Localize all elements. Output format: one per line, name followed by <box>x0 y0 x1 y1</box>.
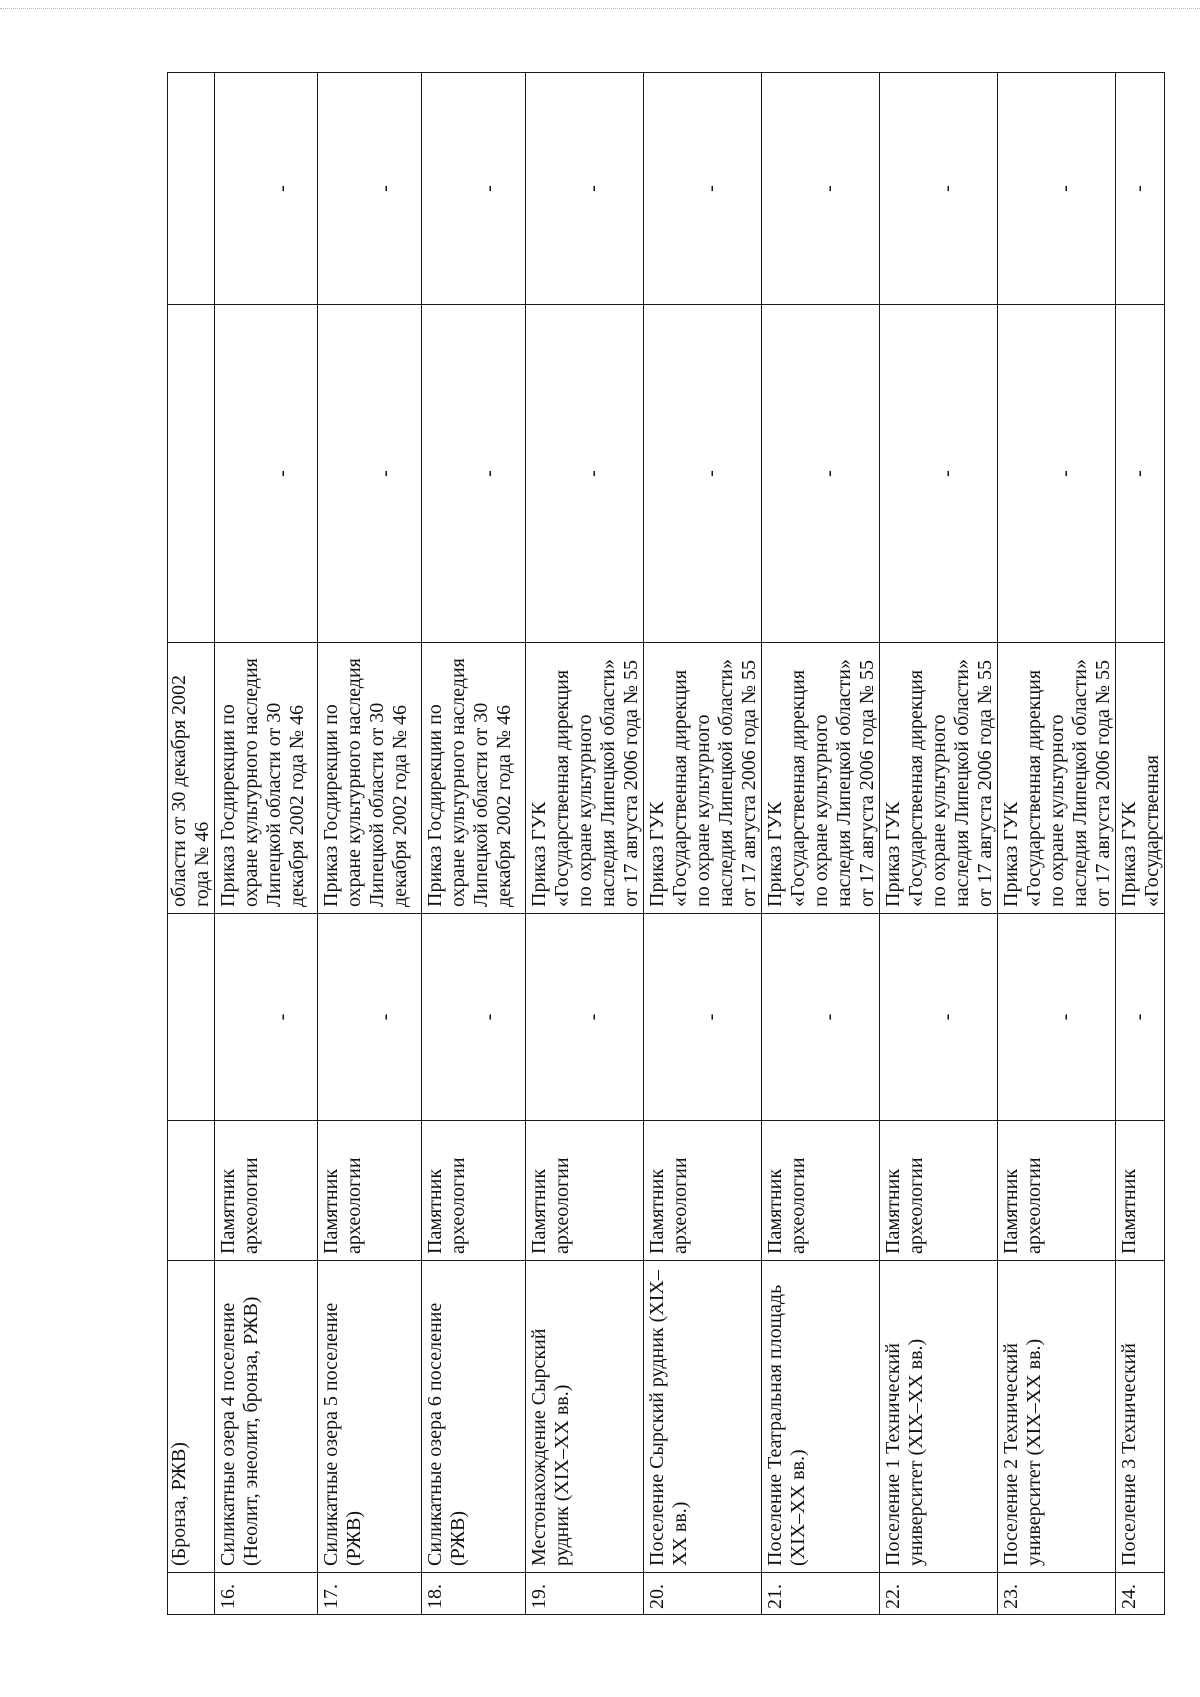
cell-dash-1: - <box>526 914 644 1121</box>
cell-dash-3: - <box>1116 73 1165 305</box>
cell-category: Памятник археологии <box>526 1121 644 1261</box>
cell-dash-1: - <box>644 914 762 1121</box>
cell-num: 24. <box>1116 1573 1165 1615</box>
cell-name: Поселение 3 Технический <box>1116 1261 1165 1573</box>
cell-num: 17. <box>318 1573 422 1615</box>
cell-dash-3: - <box>318 73 422 305</box>
cell-dash-2: - <box>1116 305 1165 643</box>
table-body <box>168 73 1165 1615</box>
cell-dash-1: - <box>998 914 1116 1121</box>
cell-category: Памятник археологии <box>880 1121 998 1261</box>
cell-name: Поселение 2 Технический университет (XIX–XX вв.) <box>998 1261 1116 1573</box>
cell-dash-1: - <box>422 914 526 1121</box>
cell-document: Приказ ГУК «Государственная дирекция по охране культурного наследия Липецкой области» от 17 августа 2006 года № 55 <box>880 643 998 914</box>
cell-name: Местонахождение Сырский рудник (XIX–XX вв.) <box>526 1261 644 1573</box>
table-row <box>215 73 318 1615</box>
cell-category: Памятник археологии <box>998 1121 1116 1261</box>
cell-category: Памятник археологии <box>215 1121 318 1261</box>
cell-name: Силикатные озера 6 поселение (РЖВ) <box>422 1261 526 1573</box>
cell-dash-3: - <box>762 73 880 305</box>
cell-document: Приказ ГУК «Государственная дирекция по охране культурного наследия Липецкой области» от 17 августа 2006 года № 55 <box>998 643 1116 914</box>
cell-dash-1: - <box>318 914 422 1121</box>
cell-category <box>168 1121 215 1261</box>
cell-document: Приказ ГУК «Государственная дирекция по охране культурного наследия Липецкой области» от 17 августа 2006 года № 55 <box>644 643 762 914</box>
cell-document: Приказ ГУК «Государственная дирекция по охране культурного наследия Липецкой области» от 17 августа 2006 года № 55 <box>762 643 880 914</box>
cell-dash-3 <box>168 73 215 305</box>
table-row <box>644 73 762 1615</box>
cell-dash-1: - <box>762 914 880 1121</box>
cell-dash-2: - <box>762 305 880 643</box>
cell-num: 16. <box>215 1573 318 1615</box>
cell-num <box>168 1573 215 1615</box>
cell-dash-1: - <box>1116 914 1165 1121</box>
cell-name: Силикатные озера 5 поселение (РЖВ) <box>318 1261 422 1573</box>
cell-document: Приказ ГУК «Государственная дирекция по охране культурного наследия Липецкой области» от 17 августа 2006 года № 55 <box>526 643 644 914</box>
cell-dash-3: - <box>644 73 762 305</box>
cell-dash-2 <box>168 305 215 643</box>
cell-num: 19. <box>526 1573 644 1615</box>
cell-dash-3: - <box>215 73 318 305</box>
cell-num: 22. <box>880 1573 998 1615</box>
cell-name: Силикатные озера 4 поселение (Неолит, энеолит, бронза, РЖВ) <box>215 1261 318 1573</box>
table-row-continuation <box>168 73 215 1615</box>
cell-category: Памятник <box>1116 1121 1165 1261</box>
cell-dash-2: - <box>422 305 526 643</box>
cell-dash-2: - <box>644 305 762 643</box>
cell-document: Приказ Госдирекции по охране культурного наследия Липецкой области от 30 декабря 2002 года № 46 <box>422 643 526 914</box>
cell-dash-1: - <box>880 914 998 1121</box>
cell-dash-2: - <box>998 305 1116 643</box>
table-row <box>526 73 644 1615</box>
cell-dash-2: - <box>880 305 998 643</box>
cell-num: 21. <box>762 1573 880 1615</box>
cell-name: Поселение 1 Технический университет (XIX–XX вв.) <box>880 1261 998 1573</box>
scan-edge-line <box>0 8 1200 9</box>
cell-category: Памятник археологии <box>422 1121 526 1261</box>
cell-dash-3: - <box>526 73 644 305</box>
cell-document: Приказ Госдирекции по охране культурного наследия Липецкой области от 30 декабря 2002 года № 46 <box>318 643 422 914</box>
cell-name: (Бронза, РЖВ) <box>168 1261 215 1573</box>
table-row <box>318 73 422 1615</box>
cell-dash-1: - <box>215 914 318 1121</box>
cell-dash-3: - <box>422 73 526 305</box>
cell-dash-2: - <box>215 305 318 643</box>
cell-dash-3: - <box>880 73 998 305</box>
table-row <box>422 73 526 1615</box>
cell-dash-3: - <box>998 73 1116 305</box>
cell-category: Памятник археологии <box>644 1121 762 1261</box>
cell-name: Поселение Сырский рудник (XIX–XX вв.) <box>644 1261 762 1573</box>
cell-num: 20. <box>644 1573 762 1615</box>
monuments-table <box>167 72 1165 1615</box>
cell-dash-2: - <box>318 305 422 643</box>
cell-document: Приказ ГУК «Государственная <box>1116 643 1165 914</box>
table-row <box>998 73 1116 1615</box>
cell-name: Поселение Театральная площадь (XIX–XX вв.) <box>762 1261 880 1573</box>
cell-num: 18. <box>422 1573 526 1615</box>
cell-document: Приказ Госдирекции по охране культурного наследия Липецкой области от 30 декабря 2002 года № 46 <box>215 643 318 914</box>
cell-category: Памятник археологии <box>318 1121 422 1261</box>
cell-dash-2: - <box>526 305 644 643</box>
cell-dash-1 <box>168 914 215 1121</box>
table-row <box>880 73 998 1615</box>
table-row <box>762 73 880 1615</box>
table-row <box>1116 73 1165 1615</box>
cell-document: области от 30 декабря 2002 года № 46 <box>168 643 215 914</box>
cell-category: Памятник археологии <box>762 1121 880 1261</box>
cell-num: 23. <box>998 1573 1116 1615</box>
